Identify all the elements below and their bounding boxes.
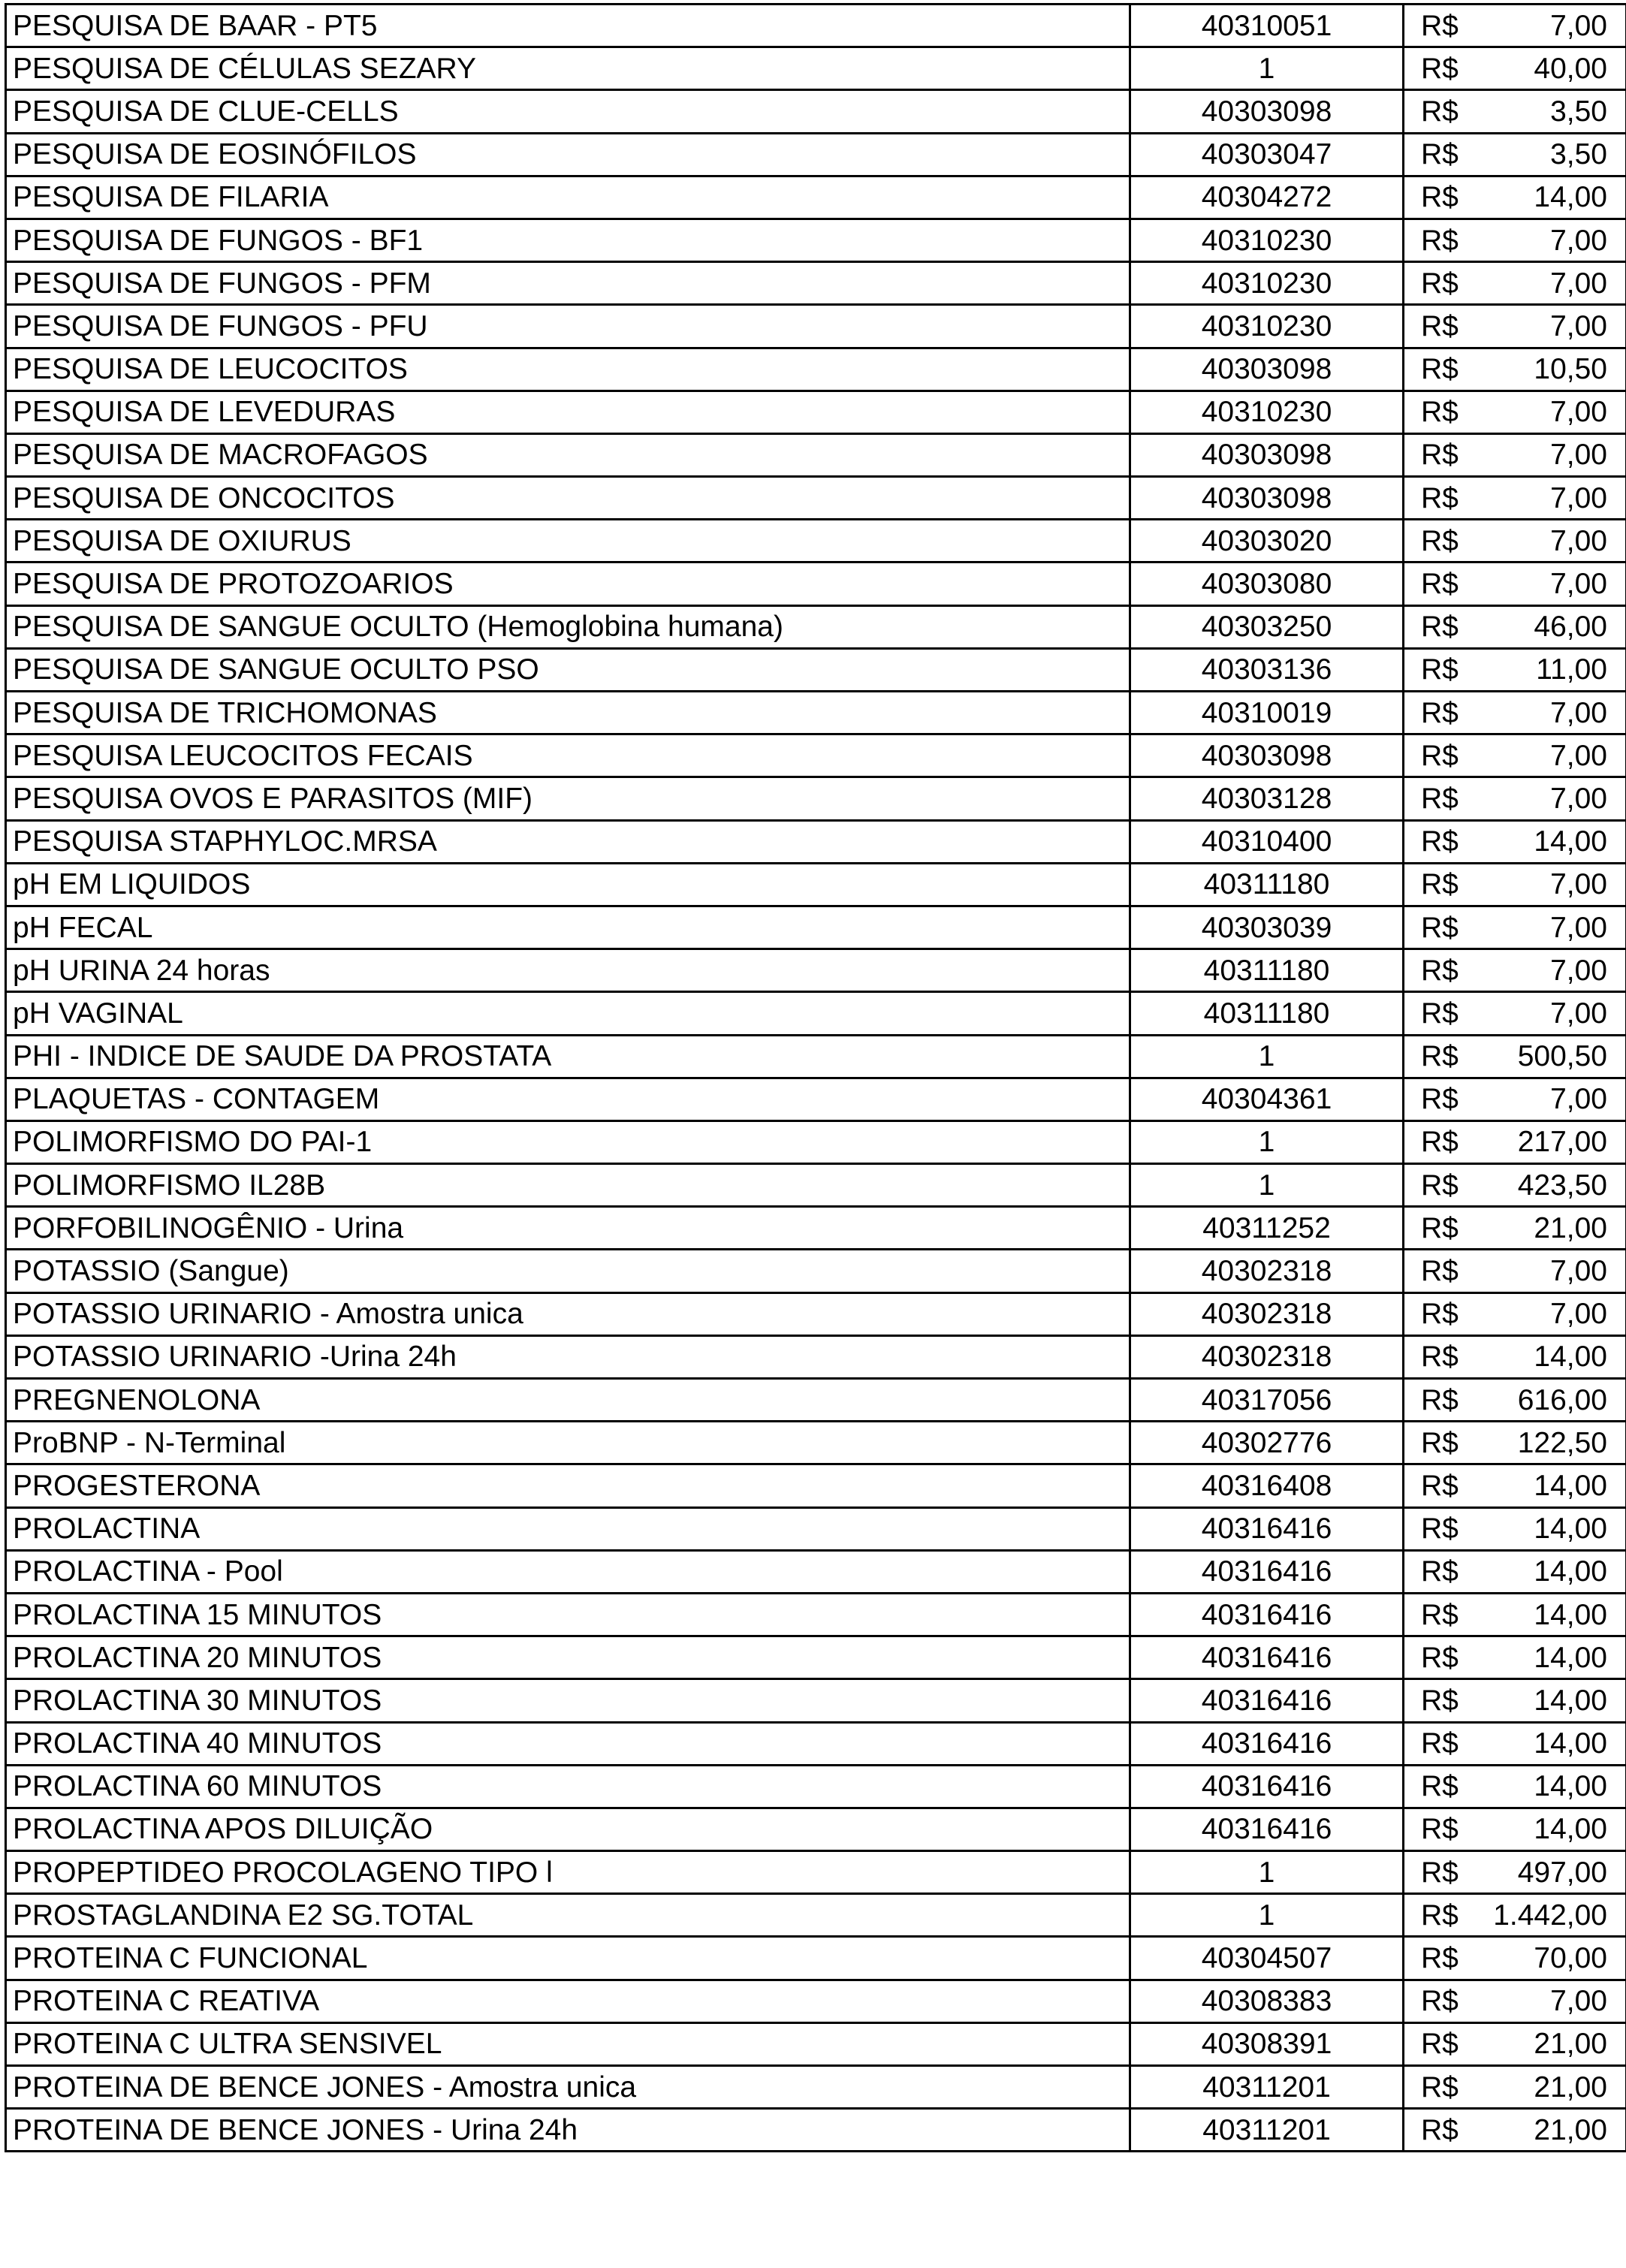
price-cell: 7,00 (1475, 1250, 1626, 1292)
table-row (6, 1464, 1626, 1507)
price-cell: 7,00 (1475, 477, 1626, 520)
price-cell: 7,00 (1475, 5, 1626, 47)
exam-code-cell: 40311180 (1130, 992, 1404, 1035)
currency-cell: R$ (1404, 348, 1475, 391)
table-row (6, 1550, 1626, 1593)
currency-cell: R$ (1404, 1894, 1475, 1937)
currency-cell: R$ (1404, 520, 1475, 562)
exam-code-cell: 40316416 (1130, 1808, 1404, 1850)
price-cell: 14,00 (1475, 1464, 1626, 1507)
table-row (6, 906, 1626, 949)
price-cell: 217,00 (1475, 1120, 1626, 1163)
exam-code-cell: 40316416 (1130, 1679, 1404, 1722)
exam-name-cell: PESQUISA DE FUNGOS - PFM (6, 262, 1130, 305)
exam-code-cell: 40303047 (1130, 133, 1404, 176)
table-row (6, 176, 1626, 219)
price-cell: 21,00 (1475, 2022, 1626, 2065)
currency-cell: R$ (1404, 1851, 1475, 1894)
currency-cell: R$ (1404, 1379, 1475, 1422)
price-cell: 7,00 (1475, 520, 1626, 562)
price-cell: 7,00 (1475, 262, 1626, 305)
price-cell: 70,00 (1475, 1937, 1626, 1980)
exam-code-cell: 40302318 (1130, 1250, 1404, 1292)
table-row (6, 692, 1626, 734)
table-row (6, 1164, 1626, 1207)
price-cell: 7,00 (1475, 433, 1626, 476)
price-cell: 14,00 (1475, 820, 1626, 863)
currency-cell: R$ (1404, 477, 1475, 520)
exam-code-cell: 40311201 (1130, 2109, 1404, 2152)
currency-cell: R$ (1404, 1593, 1475, 1636)
exam-code-cell: 40303098 (1130, 734, 1404, 777)
exam-name-cell: PROLACTINA 60 MINUTOS (6, 1765, 1130, 1808)
price-cell: 3,50 (1475, 90, 1626, 133)
exam-code-cell: 40303128 (1130, 777, 1404, 820)
exam-code-cell: 40310400 (1130, 820, 1404, 863)
price-cell: 7,00 (1475, 1980, 1626, 2022)
currency-cell: R$ (1404, 1980, 1475, 2022)
exam-name-cell: PESQUISA DE LEVEDURAS (6, 391, 1130, 433)
table-row (6, 1636, 1626, 1679)
exam-code-cell: 40311252 (1130, 1207, 1404, 1250)
currency-cell: R$ (1404, 1765, 1475, 1808)
currency-cell: R$ (1404, 262, 1475, 305)
exam-name-cell: PROTEINA C ULTRA SENSIVEL (6, 2022, 1130, 2065)
exam-name-cell: PROGESTERONA (6, 1464, 1130, 1507)
exam-code-cell: 40308383 (1130, 1980, 1404, 2022)
table-row (6, 47, 1626, 90)
exam-name-cell: PROSTAGLANDINA E2 SG.TOTAL (6, 1894, 1130, 1937)
exam-name-cell: PLAQUETAS - CONTAGEM (6, 1078, 1130, 1120)
exam-code-cell: 40303136 (1130, 648, 1404, 691)
exam-code-cell: 40316416 (1130, 1593, 1404, 1636)
currency-cell: R$ (1404, 863, 1475, 906)
exam-name-cell: PESQUISA DE FUNGOS - PFU (6, 305, 1130, 348)
currency-cell: R$ (1404, 1035, 1475, 1078)
table-row (6, 520, 1626, 562)
price-cell: 14,00 (1475, 1808, 1626, 1850)
currency-cell: R$ (1404, 820, 1475, 863)
exam-name-cell: PORFOBILINOGÊNIO - Urina (6, 1207, 1130, 1250)
currency-cell: R$ (1404, 2109, 1475, 2152)
currency-cell: R$ (1404, 1422, 1475, 1464)
table-row (6, 1679, 1626, 1722)
table-row (6, 1808, 1626, 1850)
currency-cell: R$ (1404, 391, 1475, 433)
table-row (6, 1335, 1626, 1378)
table-row (6, 1980, 1626, 2022)
price-cell: 7,00 (1475, 562, 1626, 605)
exam-code-cell: 1 (1130, 1120, 1404, 1163)
table-row (6, 648, 1626, 691)
exam-name-cell: POTASSIO (Sangue) (6, 1250, 1130, 1292)
exam-code-cell: 40303098 (1130, 90, 1404, 133)
exam-name-cell: ProBNP - N-Terminal (6, 1422, 1130, 1464)
exam-name-cell: PROLACTINA 15 MINUTOS (6, 1593, 1130, 1636)
exam-name-cell: PESQUISA DE CÉLULAS SEZARY (6, 47, 1130, 90)
table-row (6, 605, 1626, 648)
exam-name-cell: POTASSIO URINARIO - Amostra unica (6, 1292, 1130, 1335)
table-row (6, 1292, 1626, 1335)
table-row (6, 562, 1626, 605)
table-row (6, 1120, 1626, 1163)
price-cell: 7,00 (1475, 1078, 1626, 1120)
exam-name-cell: PESQUISA DE SANGUE OCULTO PSO (6, 648, 1130, 691)
table-row (6, 820, 1626, 863)
table-row (6, 219, 1626, 261)
exam-name-cell: PESQUISA DE MACROFAGOS (6, 433, 1130, 476)
table-body (6, 5, 1626, 2152)
table-row (6, 1593, 1626, 1636)
currency-cell: R$ (1404, 1164, 1475, 1207)
table-row (6, 992, 1626, 1035)
exam-name-cell: PESQUISA DE BAAR - PT5 (6, 5, 1130, 47)
currency-cell: R$ (1404, 648, 1475, 691)
exam-code-cell: 1 (1130, 1851, 1404, 1894)
price-cell: 7,00 (1475, 391, 1626, 433)
exam-code-cell: 40303098 (1130, 348, 1404, 391)
exam-code-cell: 40310051 (1130, 5, 1404, 47)
price-cell: 500,50 (1475, 1035, 1626, 1078)
exam-code-cell: 40316416 (1130, 1636, 1404, 1679)
exam-name-cell: PESQUISA DE ONCOCITOS (6, 477, 1130, 520)
table-row (6, 305, 1626, 348)
price-cell: 497,00 (1475, 1851, 1626, 1894)
price-cell: 14,00 (1475, 1593, 1626, 1636)
table-row (6, 1250, 1626, 1292)
price-cell: 7,00 (1475, 1292, 1626, 1335)
price-cell: 7,00 (1475, 305, 1626, 348)
currency-cell: R$ (1404, 692, 1475, 734)
table-row (6, 949, 1626, 992)
price-cell: 14,00 (1475, 176, 1626, 219)
exam-name-cell: PESQUISA DE TRICHOMONAS (6, 692, 1130, 734)
currency-cell: R$ (1404, 1937, 1475, 1980)
table-row (6, 2109, 1626, 2152)
price-cell: 7,00 (1475, 692, 1626, 734)
price-cell: 3,50 (1475, 133, 1626, 176)
table-row (6, 262, 1626, 305)
exam-code-cell: 40310230 (1130, 262, 1404, 305)
price-cell: 7,00 (1475, 734, 1626, 777)
exam-code-cell: 40308391 (1130, 2022, 1404, 2065)
currency-cell: R$ (1404, 219, 1475, 261)
exam-name-cell: PROLACTINA 30 MINUTOS (6, 1679, 1130, 1722)
table-row (6, 1894, 1626, 1937)
exam-code-cell: 40311180 (1130, 863, 1404, 906)
exam-code-cell: 40317056 (1130, 1379, 1404, 1422)
currency-cell: R$ (1404, 47, 1475, 90)
price-cell: 21,00 (1475, 1207, 1626, 1250)
exam-code-cell: 40303080 (1130, 562, 1404, 605)
currency-cell: R$ (1404, 1078, 1475, 1120)
currency-cell: R$ (1404, 305, 1475, 348)
exam-name-cell: POTASSIO URINARIO -Urina 24h (6, 1335, 1130, 1378)
currency-cell: R$ (1404, 1507, 1475, 1550)
currency-cell: R$ (1404, 562, 1475, 605)
currency-cell: R$ (1404, 2022, 1475, 2065)
table-row (6, 5, 1626, 47)
exam-code-cell: 40303250 (1130, 605, 1404, 648)
exam-code-cell: 40304361 (1130, 1078, 1404, 1120)
price-cell: 616,00 (1475, 1379, 1626, 1422)
exam-name-cell: PESQUISA DE FILARIA (6, 176, 1130, 219)
currency-cell: R$ (1404, 90, 1475, 133)
exam-name-cell: PHI - INDICE DE SAUDE DA PROSTATA (6, 1035, 1130, 1078)
price-cell: 7,00 (1475, 949, 1626, 992)
exam-code-cell: 40310230 (1130, 391, 1404, 433)
exam-code-cell: 40311180 (1130, 949, 1404, 992)
currency-cell: R$ (1404, 2066, 1475, 2109)
exam-name-cell: PESQUISA DE EOSINÓFILOS (6, 133, 1130, 176)
price-cell: 14,00 (1475, 1679, 1626, 1722)
price-cell: 122,50 (1475, 1422, 1626, 1464)
currency-cell: R$ (1404, 5, 1475, 47)
exam-code-cell: 40303020 (1130, 520, 1404, 562)
exam-name-cell: PROTEINA C FUNCIONAL (6, 1937, 1130, 1980)
currency-cell: R$ (1404, 1120, 1475, 1163)
exam-code-cell: 40304272 (1130, 176, 1404, 219)
currency-cell: R$ (1404, 605, 1475, 648)
currency-cell: R$ (1404, 1722, 1475, 1765)
exam-name-cell: pH FECAL (6, 906, 1130, 949)
table-row (6, 391, 1626, 433)
currency-cell: R$ (1404, 1207, 1475, 1250)
table-row (6, 1937, 1626, 1980)
price-cell: 14,00 (1475, 1765, 1626, 1808)
exam-code-cell: 40303039 (1130, 906, 1404, 949)
exam-code-cell: 40304507 (1130, 1937, 1404, 1980)
price-cell: 46,00 (1475, 605, 1626, 648)
table-row (6, 2022, 1626, 2065)
exam-code-cell: 1 (1130, 1894, 1404, 1937)
table-row (6, 2066, 1626, 2109)
exam-name-cell: PROLACTINA APOS DILUIÇÃO (6, 1808, 1130, 1850)
price-cell: 10,50 (1475, 348, 1626, 391)
table-row (6, 348, 1626, 391)
exam-name-cell: PESQUISA DE OXIURUS (6, 520, 1130, 562)
exam-name-cell: PROLACTINA 40 MINUTOS (6, 1722, 1130, 1765)
currency-cell: R$ (1404, 1335, 1475, 1378)
exam-code-cell: 40303098 (1130, 477, 1404, 520)
price-cell: 7,00 (1475, 219, 1626, 261)
table-row (6, 1379, 1626, 1422)
exam-name-cell: PESQUISA DE FUNGOS - BF1 (6, 219, 1130, 261)
exam-name-cell: PROLACTINA 20 MINUTOS (6, 1636, 1130, 1679)
exam-name-cell: PESQUISA LEUCOCITOS FECAIS (6, 734, 1130, 777)
exam-name-cell: pH VAGINAL (6, 992, 1130, 1035)
price-cell: 21,00 (1475, 2109, 1626, 2152)
currency-cell: R$ (1404, 1464, 1475, 1507)
exam-name-cell: PROTEINA DE BENCE JONES - Urina 24h (6, 2109, 1130, 2152)
currency-cell: R$ (1404, 1679, 1475, 1722)
price-cell: 7,00 (1475, 992, 1626, 1035)
exam-name-cell: POLIMORFISMO IL28B (6, 1164, 1130, 1207)
price-table (5, 3, 1626, 2152)
exam-code-cell: 40302776 (1130, 1422, 1404, 1464)
currency-cell: R$ (1404, 949, 1475, 992)
exam-code-cell: 40316408 (1130, 1464, 1404, 1507)
table-row (6, 1422, 1626, 1464)
exam-name-cell: PESQUISA STAPHYLOC.MRSA (6, 820, 1130, 863)
table-row (6, 863, 1626, 906)
exam-name-cell: POLIMORFISMO DO PAI-1 (6, 1120, 1130, 1163)
table-row (6, 1035, 1626, 1078)
exam-code-cell: 40302318 (1130, 1292, 1404, 1335)
currency-cell: R$ (1404, 176, 1475, 219)
exam-name-cell: PESQUISA DE SANGUE OCULTO (Hemoglobina humana) (6, 605, 1130, 648)
exam-code-cell: 40316416 (1130, 1507, 1404, 1550)
price-cell: 7,00 (1475, 863, 1626, 906)
exam-code-cell: 40310019 (1130, 692, 1404, 734)
exam-name-cell: PROTEINA C REATIVA (6, 1980, 1130, 2022)
exam-code-cell: 40311201 (1130, 2066, 1404, 2109)
table-row (6, 1765, 1626, 1808)
currency-cell: R$ (1404, 1808, 1475, 1850)
currency-cell: R$ (1404, 433, 1475, 476)
exam-code-cell: 40310230 (1130, 219, 1404, 261)
exam-name-cell: PESQUISA DE CLUE-CELLS (6, 90, 1130, 133)
currency-cell: R$ (1404, 906, 1475, 949)
exam-name-cell: PESQUISA OVOS E PARASITOS (MIF) (6, 777, 1130, 820)
currency-cell: R$ (1404, 734, 1475, 777)
currency-cell: R$ (1404, 1250, 1475, 1292)
price-cell: 40,00 (1475, 47, 1626, 90)
price-cell: 21,00 (1475, 2066, 1626, 2109)
currency-cell: R$ (1404, 1292, 1475, 1335)
table-row (6, 1207, 1626, 1250)
exam-code-cell: 1 (1130, 47, 1404, 90)
price-cell: 14,00 (1475, 1507, 1626, 1550)
exam-name-cell: PROLACTINA (6, 1507, 1130, 1550)
table-row (6, 477, 1626, 520)
price-cell: 14,00 (1475, 1335, 1626, 1378)
currency-cell: R$ (1404, 777, 1475, 820)
price-cell: 14,00 (1475, 1722, 1626, 1765)
price-cell: 14,00 (1475, 1550, 1626, 1593)
currency-cell: R$ (1404, 1636, 1475, 1679)
exam-name-cell: PREGNENOLONA (6, 1379, 1130, 1422)
currency-cell: R$ (1404, 133, 1475, 176)
exam-name-cell: PESQUISA DE LEUCOCITOS (6, 348, 1130, 391)
exam-code-cell: 40316416 (1130, 1722, 1404, 1765)
exam-code-cell: 40316416 (1130, 1765, 1404, 1808)
table-row (6, 1722, 1626, 1765)
exam-name-cell: pH EM LIQUIDOS (6, 863, 1130, 906)
price-cell: 11,00 (1475, 648, 1626, 691)
table-row (6, 133, 1626, 176)
price-cell: 423,50 (1475, 1164, 1626, 1207)
table-row (6, 1851, 1626, 1894)
table-row (6, 433, 1626, 476)
table-row (6, 90, 1626, 133)
exam-name-cell: PROTEINA DE BENCE JONES - Amostra unica (6, 2066, 1130, 2109)
exam-code-cell: 40302318 (1130, 1335, 1404, 1378)
exam-code-cell: 40316416 (1130, 1550, 1404, 1593)
exam-name-cell: PESQUISA DE PROTOZOARIOS (6, 562, 1130, 605)
price-cell: 1.442,00 (1475, 1894, 1626, 1937)
exam-code-cell: 1 (1130, 1035, 1404, 1078)
price-cell: 7,00 (1475, 906, 1626, 949)
exam-name-cell: PROPEPTIDEO PROCOLAGENO TIPO l (6, 1851, 1130, 1894)
table-row (6, 1507, 1626, 1550)
table-row (6, 734, 1626, 777)
exam-name-cell: pH URINA 24 horas (6, 949, 1130, 992)
price-cell: 7,00 (1475, 777, 1626, 820)
currency-cell: R$ (1404, 1550, 1475, 1593)
currency-cell: R$ (1404, 992, 1475, 1035)
exam-code-cell: 40303098 (1130, 433, 1404, 476)
exam-code-cell: 1 (1130, 1164, 1404, 1207)
table-row (6, 1078, 1626, 1120)
exam-name-cell: PROLACTINA - Pool (6, 1550, 1130, 1593)
exam-code-cell: 40310230 (1130, 305, 1404, 348)
table-row (6, 777, 1626, 820)
price-cell: 14,00 (1475, 1636, 1626, 1679)
